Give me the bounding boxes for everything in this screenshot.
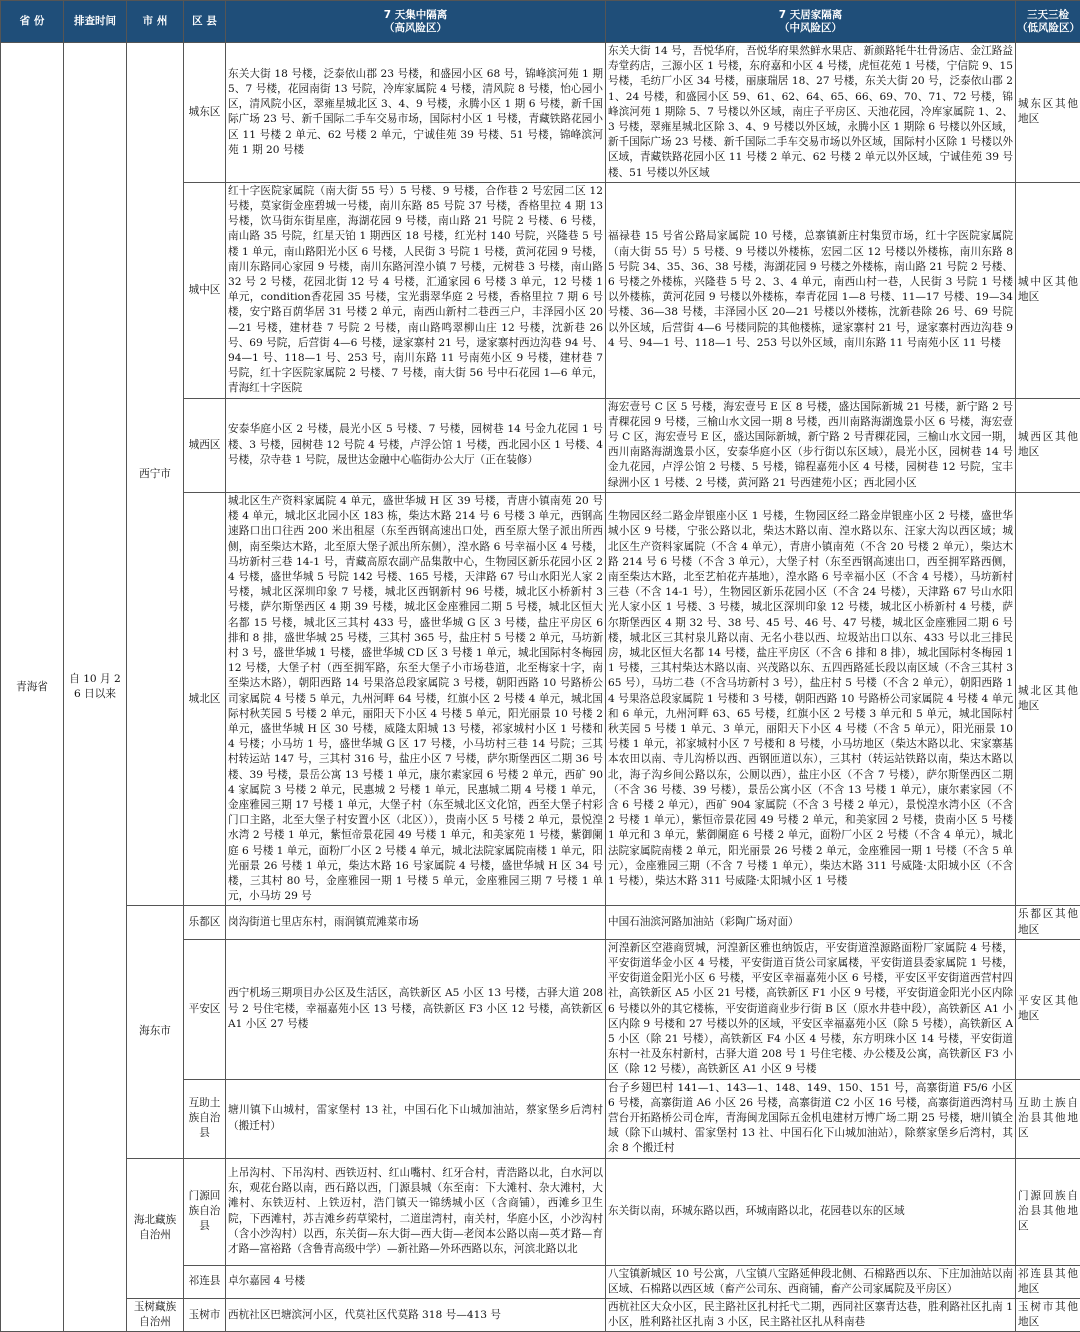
city-cell-yushu: 玉树藏族自治州 [127, 1299, 184, 1332]
low-risk-cell: 祁连县其他地区 [1016, 1265, 1080, 1298]
low-risk-cell: 城东区其他地区 [1016, 43, 1080, 183]
table-row [1, 1158, 1080, 1265]
high-risk-cell: 西宁机场三期项目办公区及生活区，高铁新区 A5 小区 13 号楼，古驿大道 208 号 2 号住宅楼，幸福嘉苑小区 13 号楼，高铁新区 F3 小区 12 号楼，高铁新区 A1 小区 27 号楼 [226, 939, 606, 1079]
mid-risk-cell: 八宝镇新城区 10 号公寓，八宝镇八宝路延伸段北侧、石棉路西以东、下庄加油站以南区域、石棉路以西区域（畜产公司东、西商铺，畜产公司家属院及平房区） [606, 1265, 1016, 1298]
high-risk-cell: 东关大街 18 号楼，泛泰依山郡 23 号楼，和盛园小区 68 号，锦峰滨河苑 1 期 5、7 号楼，花园南街 13 号院，冷库家属院 4 号楼，清风院 8 号楼，怡心园小区，清风院小区，翠雍星城北区 3、4、9 号楼，永腾小区 1 期 6 号楼，新千国际广场 23 号、新千国际二手车交易市场，国际村小区 1 号楼，青藏铁路花园小区 11 号楼 2 单元、62 号楼 2 单元，宁诚佳苑 39 号楼、51 号楼，锦峰滨河苑 1 期 20 号楼 [226, 43, 606, 183]
low-risk-cell: 互助土族自治县其他地区 [1016, 1079, 1080, 1158]
low-risk-cell: 城中区其他地区 [1016, 182, 1080, 398]
county-cell: 城东区 [184, 43, 226, 183]
county-cell: 互助土族自治县 [184, 1079, 226, 1158]
header-high-sub: （高风险区） [227, 22, 604, 35]
low-risk-cell: 城北区其他地区 [1016, 492, 1080, 905]
city-cell-haidong: 海东市 [127, 906, 184, 1158]
header-province: 省 份 [1, 1, 64, 43]
county-cell: 城中区 [184, 182, 226, 398]
mid-risk-cell: 中国石油滨河路加油站（彩陶广场对面） [606, 906, 1016, 939]
high-risk-cell: 城北区生产资料家属院 4 单元，盛世华城 H 区 39 号楼，青唐小镇南苑 20 号楼 4 单元，城北区北园小区 183 栋，柴达木路 214 号 6 号楼 3 单元，西钢高速路口出口往西 200 米出租屋（东至西钢高速出口处，西至原大堡子派出所西侧，南至柴达木路，北至原大堡子派出所东侧），湟水路 6 号幸福小区 4 号楼，马坊新村三巷 14-1 号，青藏高原农副产品集散中心，生物园区新乐花园小区 24 号楼，盛世华城 5 号院 142 号楼、165 号楼，天津路 67 号山水阳光人家 2 号楼，城北区深圳印象 7 号楼，城北区西钢新村 96 号楼，城北区小桥新村 3 号楼，萨尔斯堡西区 4 期 39 号楼，城北区金座雅园二期 5 号楼，城北区恒大名都 15 号楼，城北区三其村 433 号，盛世华城 G 区 3 号楼，盐庄平房区 6 排和 8 排，盛世华城 25 号楼，三其村 365 号，盐庄村 5 号楼 2 单元，马坊新村 3 号，盛世华城 1 号楼，盛世华城 CD 区 3 号楼 1 单元，城北国际村冬梅园 12 号楼，大堡子村（西至拥军路，东至大堡子小市场巷道，北至梅家十字，南至柴达木路），朝阳西路 14 号果洛总段家属院 3 号楼，朝阳西路 10 号路桥公司家属院 4 号楼 5 单元，九州河畔 64 号楼，红旗小区 2 号楼 4 单元，城北国际村秋芙园 5 号楼 2 单元，丽阳天下小区 4 号楼 5 单元，阳光丽景 10 号楼 2 单元，盛世华城 H 区 30 号楼，威隆太阳城 13 号楼，祁家城村小区 1 号楼和 4 号楼；小马坊 1 号，盛世华城 G 区 17 号楼，小马坊村三巷 14 号院；三其村转运站 147 号，三其村 316 号，盐庄小区 7 号楼，萨尔斯堡西区二期 36 号楼、39 号楼，景岳公寓 13 号楼 1 单元，康尔素家园 6 号楼 2 单元，西矿 904 家属院 3 号楼 2 单元，民惠城 2 号楼 1 单元，民惠城二期 4 号楼 1 单元，金座雅园三期 17 号楼 1 单元，大堡子村（东至城北区文化馆，西至大堡子村彩门口主路，北至大堡子村安置小区（北区）），贵南小区 5 号楼 2 单元，景悦湟水湾 2 号楼 1 单元，紫恒帝景花园 49 号楼 1 单元，和美家苑 1 号楼，紫御阑庭 6 号楼 1 单元，面粉厂小区 2 号楼 4 单元，城北法院家属院南楼 1 单元，阳光丽景 26 号楼 1 单元，柴达木路 16 号家属院 4 号楼，盛世华城 H 区 34 号楼，三其村 80 号，金座雅园一期 1 号楼 5 单元，金座雅园三期 7 号楼 1 单元，小马坊 29 号 [226, 492, 606, 905]
header-row [1, 1, 1080, 43]
header-low-sub: （低风险区） [1017, 22, 1079, 35]
header-high-title: 7 天集中隔离 [227, 9, 604, 22]
header-city: 市 州 [127, 1, 184, 43]
header-mid-risk [606, 1, 1016, 43]
mid-risk-cell: 海宏壹号 C 区 5 号楼，海宏壹号 E 区 8 号楼，盛达国际新城 21 号楼，新宁路 2 号青稞花园 9 号楼，三榆山水文园一期 8 号楼，西川南路海湖逸景小区 6 号楼，海宏壹号 C 区，海宏壹号 E 区，盛达国际新城，新宁路 2 号青稞花园，三榆山水文园一期，西川南路海湖逸景小区，安泰华庭小区（步行街以东区域），晨光小区，园树巷 14 号金九花园，卢浮公馆 2 号楼、5 号楼，锦程嘉苑小区 4 号楼，园树巷 12 号院，宝丰绿洲小区 1 号楼、2 号楼，黄河路 21 号西建苑小区；西北园小区 [606, 398, 1016, 492]
table-row [1, 906, 1080, 939]
county-cell: 城西区 [184, 398, 226, 492]
high-risk-cell: 红十字医院家属院（南大街 55 号）5 号楼、9 号楼，合作巷 2 号宏园二区 12 号楼，莫家街金座碧城一号楼，南川东路 85 号院 37 号楼，香格里拉 4 期 13 号楼，饮马街东街星座，海湖花园 9 号楼，南山路 21 号院 2 号楼、6 号楼，南山路 35 号院，红星天铂 1 期西区 18 号楼，红光村 140 号院，兴隆巷 5 号楼 1 单元，南山路阳光小区 6 号楼，人民街 3 号院 1 号楼，黄河花园 9 号楼，南川东路同心家园 9 号楼，南川东路河湟小镇 7 号楼，元树巷 3 号楼，南山路 32 号 2 号楼，花园北街 12 号 4 号楼，汇通家园 6 号楼 3 单元，12 号楼 1 单元，condition香花园 35 号楼，宝光翡翠华庭 2 号楼，香格里拉 7 期 6 号楼，安宁路百荫华居 31 号楼 2 单元，南西山新村二巷西三户，丰泽园小区 20—21 号楼，建材巷 7 号院 2 号楼，南山路鸣翠柳山庄 12 号楼，沈新巷 26 号、69 号院，后营街 4—6 号楼，逯家寨村 21 号，逯家寨村西边沟巷 94 号、94—1 号、118—1 号、253 号，南川东路 11 号南苑小区 9 号楼，建材巷 7 号院，红十字医院家属院 2 号楼、7 号楼，南大街 56 号中石花园 1—6 单元，青海红十字医院 [226, 182, 606, 398]
low-risk-cell: 玉树市其他地区 [1016, 1299, 1080, 1332]
header-low-title: 三天三检 [1017, 9, 1079, 22]
county-cell: 玉树市 [184, 1299, 226, 1332]
high-risk-cell: 岗沟街道七里店东村，雨润镇荒滩菜市场 [226, 906, 606, 939]
header-high-risk [226, 1, 606, 43]
mid-risk-cell: 河湟新区空港商贸城，河湟新区雅也纳饭店，平安街道湟源路面粉厂家属院 4 号楼，平安街道华金小区 4 号楼，平安街道百货公司家属楼，平安街道县委家属院 1 号楼，平安街道金阳光小区 6 号楼，平安区幸福嘉苑小区 6 号楼，平安区平安街道西营村四社，高铁新区 A5 小区 21 号楼，高铁新区 F1 小区 9 号楼，平安街道金阳光小区内除 6 号楼以外的其它楼栋，平安街道商业步行街 B 区（原水井巷中段），高铁新区 A1 小区内除 9 号楼和 27 号楼以外的区域，平安区幸福嘉苑小区（除 5 号楼），高铁新区 A5 小区（除 21 号楼），高铁新区 F4 小区 4 号楼，东方明珠小区 14 号楼，平安街道东村一社及东村新村，古驿大道 208 号 1 号住宅楼、办公楼及公寓，高铁新区 F3 小区（除 12 号楼），高铁新区 A1 小区 9 号楼 [606, 939, 1016, 1079]
table-row [1, 43, 1080, 183]
county-cell: 城北区 [184, 492, 226, 905]
high-risk-cell: 西杭社区巴塘滨河小区，代莫社区代莫路 318 号—413 号 [226, 1299, 606, 1332]
header-time: 排查时间 [64, 1, 127, 43]
county-cell: 乐都区 [184, 906, 226, 939]
high-risk-cell: 塘川镇下山城村，雷家堡村 13 社，中国石化下山城加油站，蔡家堡乡后湾村（搬迁村） [226, 1079, 606, 1158]
mid-risk-cell: 东关大街 14 号，吾悦华府，吾悦华府果然鲜水果店、新颜路牦牛壮骨汤店、金江路益寿堂药店，三源小区 1 号楼，东府嘉和小区 4 号楼，虎恒花苑 1 号楼，宁信院 9、15 号楼，毛纺厂小区 34 号楼，丽康瑞居 18、27 号楼，东关大街 20 号，泛泰依山郡 21、24 号楼，和盛园小区 59、61、62、64、65、66、69、70、71、72 号楼，锦峰滨河苑 1 期除 5、7 号楼以外区域，南庄子平房区、天池花园，冷库家属院 1、2、3 号楼，翠雍星城北区除 3、4、9 号楼以外区域，永腾小区 1 期除 6 号楼以外区域，新千国际广场 23 号楼、新千国际二手车交易市场以外区域，国际村小区除 1 号楼以外区域，青藏铁路花园小区 11 号楼 2 单元、62 号楼 2 单元以外区域，宁诚佳苑 39 号楼、51 号楼以外区域 [606, 43, 1016, 183]
city-cell-haibei: 海北藏族自治州 [127, 1158, 184, 1298]
header-low-risk [1016, 1, 1080, 43]
high-risk-cell: 安泰华庭小区 2 号楼，晨光小区 5 号楼、7 号楼，园树巷 14 号金九花园 1 号楼、3 号楼，园树巷 12 号院 4 号楼，卢浮公馆 1 号楼，西北园小区 1 号楼、4 号楼，尕寺巷 1 号院，晟世达金融中心临街办公大厅（正在装修） [226, 398, 606, 492]
county-cell: 祁连县 [184, 1265, 226, 1298]
mid-risk-cell: 生物园区经二路金岸银座小区 1 号楼，生物园区经二路金岸银座小区 2 号楼，盛世华城小区 9 号楼，宁张公路以北，柴达木路以南、湟水路以东、汪家大沟以西区域；城北区生产资料家属院（不含 4 单元），青唐小镇南苑（不含 20 号楼 2 单元），柴达木路 214 号 6 号楼（不含 3 单元），大堡子村（东至西钢高速出口，西至拥军路西侧，南至柴达木路，北至艺柏花卉基地），湟水路 6 号幸福小区（不含 4 号楼），马坊新村三巷（不含 14-1 号），生物园区新乐花园小区（不含 24 号楼），天津路 67 号山水阳光人家小区 1 号楼、3 号楼，城北区深圳印象 12 号楼，城北区小桥新村 4 号楼，萨尔斯堡西区 4 期 32 号、38 号、45 号、46 号、47 号楼，城北区金座雅园二期 6 号楼，城北区三其村泉儿路以南、无名小巷以西、垃圾站出口以东、433 号以北三排民房，城北区恒大名都 14 号楼，盐庄平房区（不含 6 排和 8 排），城北国际村冬梅园 11 号楼，三其村柴达木路以南、兴茂路以东、五四西路延长段以南区域（不含三其村 365 号），马坊二巷（不含马坊新村 3 号），盐庄村 5 号楼（不含 2 单元），朝阳西路 14 号果洛总段家属院 1 号楼和 3 号楼，朝阳西路 10 号路桥公司家属院 4 号楼 4 单元和 6 单元，九州河畔 63、65 号楼，红旗小区 2 号楼 3 单元和 5 单元，城北国际村秋芙园 5 号楼 1 单元、3 单元，丽阳天下小区 4 号楼（不含 5 单元），阳光丽景 10 号楼 1 单元，祁家城村小区 7 号楼和 8 号楼，小马坊地区（柴达木路以北、宋家寨基本农田以南、寺儿沟桥以西、西钢匝道以东），三其村（转运站铁路以南，柴达木路以北，海子沟乡间公路以东，公厕以西），盐庄小区（不含 7 号楼），萨尔斯堡西区二期（不含 36 号楼、39 号楼），景岳公寓小区（不含 13 号楼 1 单元），康尔素家园（不含 6 号楼 2 单元），西矿 904 家属院（不含 3 号楼 2 单元），景悦湟水湾小区（不含 2 号楼 1 单元），紫恒帝景花园 49 号楼 2 单元，和美家园 2 号楼，贵南小区 5 号楼 1 单元和 3 单元，紫御阑庭 6 号楼 2 单元，面粉厂小区 2 号楼（不含 4 单元），城北法院家属院南楼 2 单元，阳光丽景 26 号楼 2 单元，金座雅园一期 1 号楼（不含 5 单元），金座雅园三期（不含 7 号楼 1 单元），柴达木路 311 号威隆·太阳城小区（不含 1 号楼），柴达木路 311 号威隆·太阳城小区 1 号楼 [606, 492, 1016, 905]
mid-risk-cell: 福禄巷 15 号省公路局家属院 10 号楼，总寨镇新庄村集贸市场，红十字医院家属院（南大街 55 号）5 号楼、9 号楼以外楼栋，宏园二区 12 号楼以外楼栋，南川东路 85 号院 34、35、36、38 号楼，海湖花园 9 号楼之外楼栋，南山路 21 号院 2 号楼、6 号楼之外楼栋，兴隆巷 5 号 2、3、4 单元，南西山村一巷，人民街 3 号院 1 号楼以外楼栋，黄河花园 9 号楼以外楼栋，奉青花园 1—8 号楼、11—17 号楼、19—34 号楼、36—38 号楼，丰泽园小区 20—21 号楼以外楼栋，沈新巷除 26 号、69 号院以外区域，后营街 4—6 号楼同院的其他楼栋，逯家寨村 21 号，逯家寨村西边沟巷 94 号、94—1 号、118—1 号、253 号以外区域，南川东路 11 号南苑小区 11 号楼 [606, 182, 1016, 398]
mid-risk-cell: 台子乡翅巴村 141—1、143—1、148、149、150、151 号，高寨街道 F5/6 小区 6 号楼，高寨街道 A6 小区 26 号楼，高寨街道 C2 小区 16 号楼，高寨街道西湾村马营台开拓路桥公司仓库，青海闽龙国际五金机电建材万博广场二期 25 号楼，塘川镇全域（除下山城村、雷家堡村 13 社、中国石化下山城加油站），除蔡家堡乡后湾村，其余 8 个搬迁村 [606, 1079, 1016, 1158]
time-cell: 自 10 月 26 日以来 [64, 43, 127, 1332]
header-mid-sub: （中风险区） [607, 22, 1014, 35]
header-mid-title: 7 天居家隔离 [607, 9, 1014, 22]
low-risk-cell: 门源回族自治县其他地区 [1016, 1158, 1080, 1265]
header-county: 区 县 [184, 1, 226, 43]
mid-risk-cell: 西杭社区大众小区，民主路社区扎村托弋二期，西同社区寨青达巷，胜利路社区扎南 1 小区，胜利路社区扎南 3 小区，民主路社区扎从科南巷 [606, 1299, 1016, 1332]
province-cell: 青海省 [1, 43, 64, 1332]
high-risk-cell: 上吊沟村、下吊沟村、西铁迈村、红山嘴村、红牙合村，青浩路以北，白水河以东，观花台路以南，西石路以西，门源县城（东至南：下大滩村、杂大滩村，大滩村、东铁迈村、上铁迈村，浩门镇天一锦绣城小区（含商铺），西滩乡卫生院，下西滩村，苏吉滩乡药草梁村，二道崖湾村，南关村，华庭小区，小沙沟村（含小沙沟村）以西，东关街—东大街—西大街—老闵本公路以南—英才路—育才路—富裕路（含鲁青高级中学）—新社路—外环西路以东，河滨北路以北 [226, 1158, 606, 1265]
low-risk-cell: 平安区其他地区 [1016, 939, 1080, 1079]
mid-risk-cell: 东关街以南，环城东路以西，环城南路以北，花园巷以东的区域 [606, 1158, 1016, 1265]
high-risk-cell: 卓尔嘉园 4 号楼 [226, 1265, 606, 1298]
city-cell-xining: 西宁市 [127, 43, 184, 906]
county-cell: 门源回族自治县 [184, 1158, 226, 1265]
table-row [1, 1299, 1080, 1332]
county-cell: 平安区 [184, 939, 226, 1079]
low-risk-cell: 乐都区其他地区 [1016, 906, 1080, 939]
low-risk-cell: 城西区其他地区 [1016, 398, 1080, 492]
